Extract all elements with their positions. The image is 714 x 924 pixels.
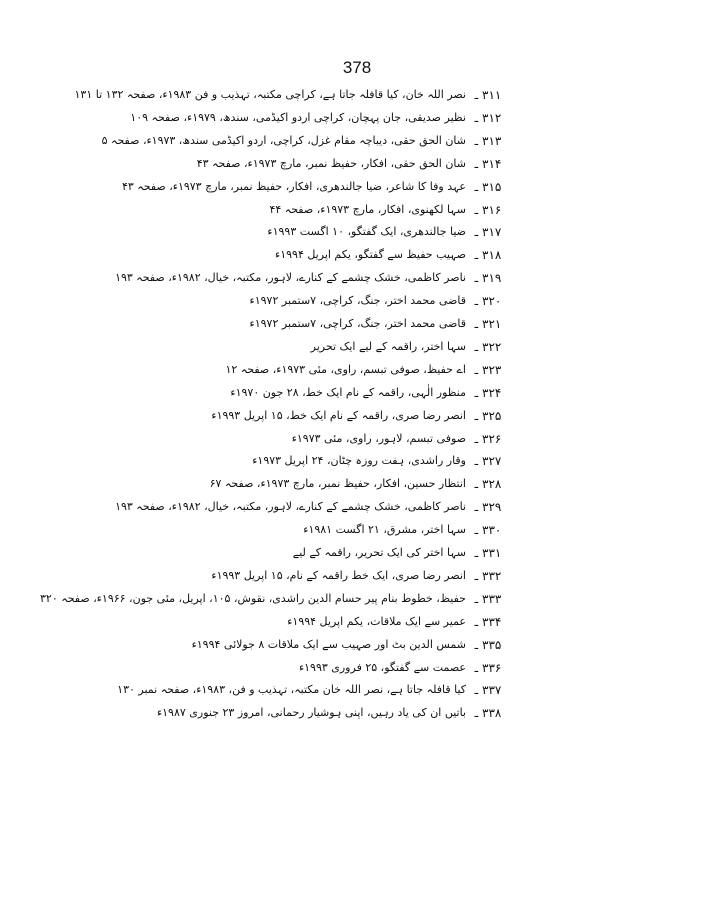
reference-text: باتیں ان کی یاد رہیں، اپنی ہوشیار رحمانی، امروز ۲۳ جنوری ۱۹۸۷ء (156, 706, 466, 720)
reference-text: کیا قافلہ جاتا ہے، نصر اللہ خان مکتبہ، تہذیب و فن، ۱۹۸۳ء، صفحہ نمبر ۱۳۰ (117, 683, 466, 697)
reference-number: ۳۱۲ ـ (474, 110, 502, 125)
reference-number: ۳۳۰ ـ (474, 523, 502, 538)
reference-entry (0, 313, 714, 335)
reference-number: ۳۳۲ ـ (474, 568, 502, 583)
reference-entry (0, 611, 714, 633)
reference-number: ۳۲۹ ـ (474, 500, 502, 515)
reference-text: منظور الٰہی، راقمہ کے نام ایک خط، ۲۸ جون ۱۹۷۰ء (230, 385, 466, 399)
reference-entry (0, 221, 714, 243)
reference-text: ناصر کاظمی، خشک چشمے کے کنارے، لاہور، مکتبہ، خیال، ۱۹۸۲ء، صفحہ ۱۹۳ (115, 500, 466, 514)
reference-number: ۳۳۳ ـ (474, 591, 502, 606)
reference-text: سہا اختر، مشرق، ۲۱ اگست ۱۹۸۱ء (303, 523, 466, 537)
reference-text: قاضی محمد اختر، جنگ، کراچی، ۷ستمبر ۱۹۷۲ء (249, 317, 466, 330)
reference-number: ۳۳۷ ـ (474, 683, 502, 698)
reference-number: ۳۲۶ ـ (474, 431, 502, 446)
reference-number: ۳۳۴ ـ (474, 614, 502, 629)
reference-text: سہا لکھنوی، افکار، مارچ ۱۹۷۳ء، صفحہ ۴۴ (269, 202, 466, 216)
reference-entry (0, 244, 714, 266)
reference-entry (0, 267, 714, 289)
reference-entry (0, 565, 714, 587)
reference-number: ۳۳۵ ـ (474, 637, 502, 652)
reference-entry (0, 176, 714, 198)
reference-entry (0, 382, 714, 404)
reference-text: شان الحق حقی، افکار، حفیظ نمبر، مارچ ۱۹۷۳ء، صفحہ ۴۳ (196, 156, 466, 170)
reference-entry (0, 290, 714, 312)
reference-entry (0, 450, 714, 472)
reference-entry (0, 496, 714, 518)
reference-text: وقار راشدی، ہفت روزہ چٹان، ۲۴ اپریل ۱۹۷۳ء (252, 454, 466, 468)
reference-text: حفیظ، خطوط بنام پیر حسام الدین راشدی، نقوش، ۱۰۵، اپریل، مئی جون، ۱۹۶۶ء، صفحہ ۳۲۰ (40, 591, 466, 605)
reference-number: ۳۱۳ ـ (474, 133, 502, 148)
reference-number: ۳۱۸ ـ (474, 248, 502, 263)
reference-entry (0, 473, 714, 495)
reference-entry (0, 702, 714, 724)
reference-text: سہا اختر کی ایک تحریر، راقمہ کے لیے (292, 546, 466, 559)
reference-text: نصر اللہ خان، کیا قافلہ جاتا ہے، کراچی مکتبہ، تہذیب و فن ۱۹۸۳ء، صفحہ ۱۳۲ تا ۱۳۱ (74, 88, 466, 101)
reference-entry (0, 634, 714, 656)
reference-text: عصمت سے گفتگو، ۲۵ فروری ۱۹۹۳ء (298, 660, 466, 674)
reference-number: ۳۱۵ ـ (474, 179, 502, 194)
reference-text: ناصر کاظمی، خشک چشمے کے کنارے، لاہور، مکتبہ، خیال، ۱۹۸۲ء، صفحہ ۱۹۳ (115, 271, 466, 285)
reference-number: ۳۲۳ ـ (474, 362, 502, 377)
reference-number: ۳۳۱ ـ (474, 546, 502, 560)
reference-text: سہا اختر، راقمہ کے لیے ایک تحریر (310, 339, 466, 353)
reference-text: عمیر سے ایک ملاقات، یکم اپریل ۱۹۹۴ء (287, 614, 466, 628)
reference-entry (0, 542, 714, 564)
reference-entry (0, 107, 714, 129)
reference-number: ۳۲۰ ـ (474, 294, 502, 309)
reference-entry (0, 588, 714, 610)
reference-number: ۳۳۶ ـ (474, 660, 502, 675)
reference-entry (0, 405, 714, 427)
reference-number: ۳۲۸ ـ (474, 477, 502, 492)
reference-number: ۳۱۹ ـ (474, 271, 502, 286)
reference-entry (0, 199, 714, 221)
reference-text: انصر رضا صری، راقمہ کے نام ایک خط، ۱۵ اپریل ۱۹۹۳ء (211, 408, 466, 422)
page-number: 378 (342, 58, 372, 77)
reference-entry (0, 336, 714, 358)
reference-entry (0, 657, 714, 679)
reference-text: عہد وفا کا شاعر، ضیا جالندھری، افکار، حفیظ نمبر، مارچ ۱۹۷۳ء، صفحہ ۴۳ (121, 179, 466, 193)
reference-number: ۳۲۲ ـ (474, 339, 502, 354)
reference-entry (0, 428, 714, 450)
reference-number: ۳۱۱ ـ (474, 88, 502, 102)
reference-number: ۳۳۸ ـ (474, 706, 502, 721)
reference-number: ۳۲۷ ـ (474, 454, 502, 469)
reference-entry (0, 359, 714, 381)
reference-entry (0, 679, 714, 701)
reference-entry (0, 84, 714, 106)
reference-text: انتظار حسین، افکار، حفیظ نمبر، مارچ ۱۹۷۳ء، صفحہ ۶۷ (209, 477, 466, 491)
reference-text: انصر رضا صری، ایک خط راقمہ کے نام، ۱۵ اپریل ۱۹۹۳ء (211, 568, 466, 582)
reference-text: قاضی محمد اختر، جنگ، کراچی، ۷ستمبر ۱۹۷۲ء (249, 294, 466, 308)
reference-entry (0, 130, 714, 152)
reference-entry (0, 519, 714, 541)
reference-number: ۳۲۱ ـ (474, 317, 502, 331)
reference-number: ۳۱۶ ـ (474, 202, 502, 217)
reference-text: ضیا جالندھری، ایک گفتگو، ۱۰ اگست ۱۹۹۳ء (267, 225, 466, 239)
reference-text: صوفی تبسم، لاہور، راوی، مئی ۱۹۷۳ء (291, 431, 466, 445)
reference-number: ۳۱۷ ـ (474, 225, 502, 240)
reference-text: شمس الدین بٹ اور صہیب سے ایک ملاقات ۸ جولائی ۱۹۹۴ء (191, 637, 466, 651)
reference-number: ۳۲۴ ـ (474, 385, 502, 400)
reference-text: صہیب حفیظ سے گفتگو، یکم اپریل ۱۹۹۴ء (275, 248, 466, 262)
reference-text: نظیر صدیقی، جان پہچان، کراچی اردو اکیڈمی، سندھ، ۱۹۷۹ء، صفحہ ۱۰۹ (130, 110, 466, 124)
reference-number: ۳۲۵ ـ (474, 408, 502, 423)
reference-text: اے حفیظ، صوفی تبسم، راوی، مئی ۱۹۷۳ء، صفحہ ۱۲ (225, 362, 466, 376)
reference-number: ۳۱۴ ـ (474, 156, 502, 171)
reference-entry (0, 153, 714, 175)
reference-text: شان الحق حقی، دیباچہ مقام غزل، کراچی، اردو اکیڈمی سندھ، ۱۹۷۳ء، صفحہ ۵ (101, 133, 466, 147)
